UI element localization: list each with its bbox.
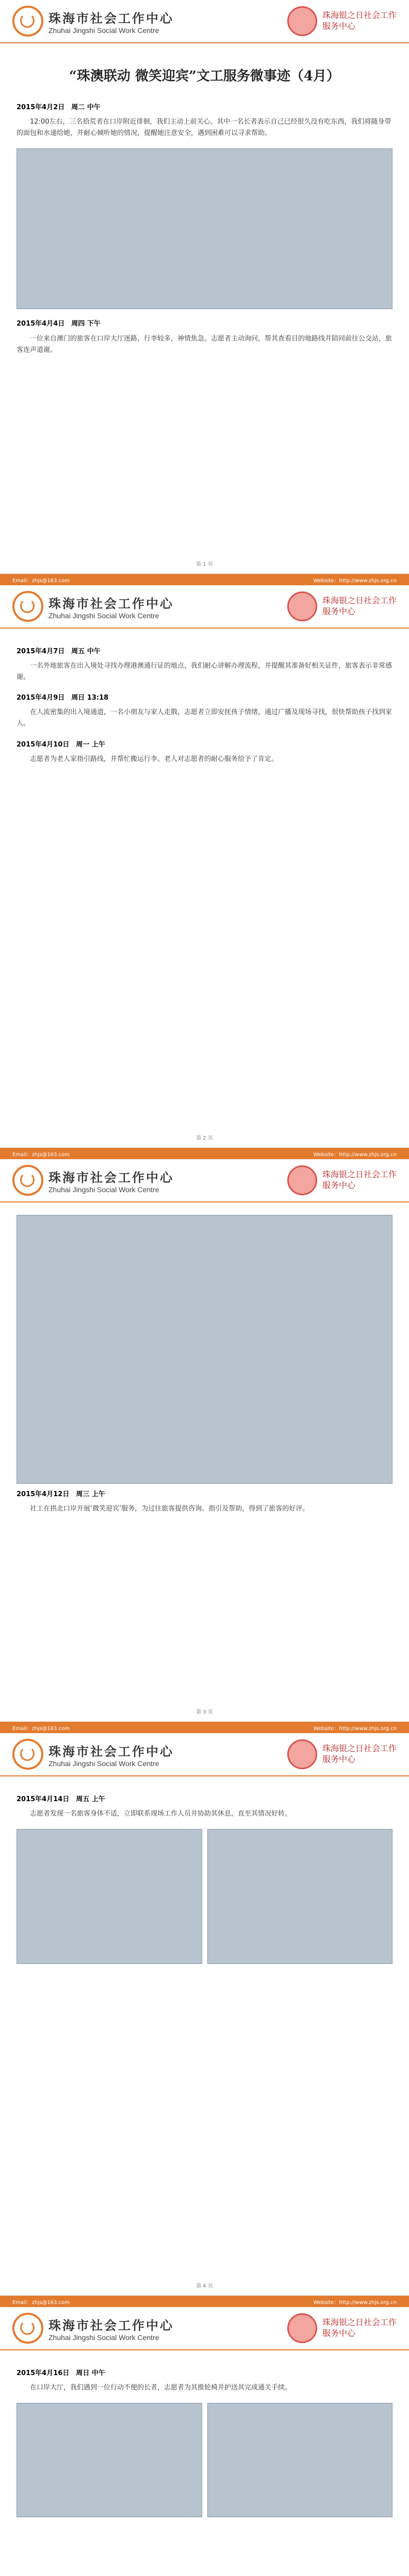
page-content	[0, 1202, 409, 1536]
page-content	[0, 2350, 409, 2530]
section-text: 志愿者为老人家指引路线，并帮忙搬运行李。老人对志愿者的耐心服务给予了肯定。	[30, 755, 279, 763]
section-date: 2015年4月7日	[17, 648, 65, 655]
section-heading: 周四 下午	[71, 320, 101, 328]
section-date: 2015年4月4日	[17, 320, 65, 328]
section-text: 在口岸大厅，我们遇到一位行动不便的长者，志愿者为其推轮椅并护送其完成通关手续。	[30, 2384, 292, 2392]
partner-brand	[287, 6, 397, 36]
centre-logo-icon	[12, 591, 43, 622]
contact-strip	[0, 574, 409, 585]
contact-website: Website：http://www.zhjs.org.cn	[313, 578, 397, 584]
section-heading: 周日 13:18	[71, 694, 109, 702]
contact-website: Website：http://www.zhjs.org.cn	[313, 1151, 397, 1158]
centre-name: 珠海市社会工作中心	[48, 596, 174, 611]
contact-email: Email：zhjs@163.com	[12, 1725, 70, 1732]
partner-line-1: 珠海银之日社会工作	[322, 2317, 397, 2328]
page-2	[0, 574, 409, 1148]
section-heading: 周一 上午	[76, 740, 105, 749]
section-date: 2015年4月9日	[17, 694, 65, 702]
centre-name: 珠海市社会工作中心	[48, 1170, 174, 1185]
page-number: 第 2 页	[196, 1136, 213, 1141]
centre-logo-icon	[12, 6, 43, 37]
service-photo	[17, 1829, 202, 1964]
section-heading: 周三 上午	[76, 1490, 105, 1498]
page-1	[0, 0, 409, 574]
centre-english-name: Zhuhai Jingshi Social Work Centre	[48, 26, 159, 35]
section-heading: 周五 上午	[76, 1795, 105, 1803]
centre-name: 珠海市社会工作中心	[48, 2317, 174, 2333]
partner-logo-icon	[287, 591, 317, 621]
service-photo	[207, 1829, 393, 1964]
section-text: 在人流密集的出入境通道，一名小朋友与家人走散，志愿者立即安抚孩子情绪，通过广播及现场寻找，很快帮助孩子找到家人。	[17, 708, 392, 728]
contact-strip	[0, 1722, 409, 1733]
photo-grid	[17, 1829, 392, 1964]
contact-email: Email：zhjs@163.com	[12, 2299, 70, 2306]
page-number: 第 4 页	[196, 2283, 213, 2289]
service-section	[17, 102, 392, 139]
document-title: “珠澳联动 微笑迎宾”文工服务微事迹（4月）	[69, 69, 340, 84]
centre-logo-icon	[12, 1739, 43, 1770]
section-text: 社工在拱北口岸开展‘微笑迎宾’服务，为过往旅客提供咨询、指引及帮助，得到了旅客的好评。	[30, 1505, 309, 1513]
service-section	[17, 2368, 392, 2394]
contact-strip	[0, 1148, 409, 1159]
partner-logo-icon	[287, 1739, 317, 1769]
partner-line-1: 珠海银之日社会工作	[322, 10, 397, 21]
contact-email: Email：zhjs@163.com	[12, 578, 70, 584]
page-header	[0, 0, 409, 43]
section-date: 2015年4月10日	[17, 740, 70, 749]
section-heading: 周二 中午	[71, 104, 101, 112]
partner-line-2: 服务中心	[322, 1180, 355, 1190]
partner-line-2: 服务中心	[322, 606, 355, 616]
partner-logo-icon	[287, 1165, 317, 1195]
centre-name: 珠海市社会工作中心	[48, 1743, 174, 1759]
section-text: 一位来自澳门的旅客在口岸大厅迷路，行李较多，神情焦急。志愿者主动询问，帮其查看目的地路线并陪同前往公交站，旅客连声道谢。	[17, 334, 392, 354]
section-date: 2015年4月14日	[17, 1795, 70, 1803]
page-content	[0, 43, 409, 378]
section-date: 2015年4月12日	[17, 1490, 70, 1498]
photo-grid	[17, 2403, 392, 2517]
service-section	[17, 1489, 392, 1515]
service-photo	[17, 1215, 392, 1484]
centre-english-name: Zhuhai Jingshi Social Work Centre	[48, 611, 159, 620]
page-header	[0, 1159, 409, 1202]
page-number: 第 3 页	[196, 1709, 213, 1715]
centre-brand	[12, 6, 174, 37]
section-text: 一名外地旅客在出入境处寻找办理港澳通行证的地点，我们耐心讲解办理流程，并提醒其准备好相关证件，旅客表示非常感谢。	[17, 662, 392, 682]
section-date: 2015年4月2日	[17, 104, 65, 112]
page-4	[0, 1722, 409, 2296]
partner-line-2: 服务中心	[322, 2328, 355, 2338]
contact-email: Email：zhjs@163.com	[12, 1151, 70, 1158]
service-section	[17, 318, 392, 355]
page-5	[0, 2296, 409, 2576]
service-photo	[207, 2403, 393, 2517]
centre-english-name: Zhuhai Jingshi Social Work Centre	[48, 1185, 159, 1194]
section-text: 12:00左右，三名拾荒者在口岸附近徘徊，我们主动上前关心。其中一名长者表示自己已经很久没有吃东西，我们将随身带的面包和水递给她，并耐心倾听她的情况，提醒她注意安全，遇到困难可以寻求帮助。	[17, 118, 391, 138]
section-date: 2015年4月16日	[17, 2369, 70, 2377]
service-section	[17, 646, 392, 683]
page-number: 第 1 页	[196, 562, 213, 567]
section-heading: 周日 中午	[76, 2369, 105, 2377]
partner-line-2: 服务中心	[322, 21, 355, 31]
service-section	[17, 1794, 392, 1820]
service-section	[17, 739, 392, 765]
page-3	[0, 1148, 409, 1722]
partner-logo-icon	[287, 2313, 317, 2343]
contact-website: Website：http://www.zhjs.org.cn	[313, 2299, 397, 2306]
page-content	[0, 1776, 409, 1976]
partner-logo-icon	[287, 6, 317, 36]
service-section	[17, 692, 392, 730]
contact-strip	[0, 2296, 409, 2307]
contact-website: Website：http://www.zhjs.org.cn	[313, 1725, 397, 1732]
page-content	[0, 629, 409, 787]
section-heading: 周五 中午	[71, 648, 101, 655]
centre-english-name: Zhuhai Jingshi Social Work Centre	[48, 2333, 159, 2342]
page-header	[0, 1733, 409, 1776]
section-text: 志愿者发现一名旅客身体不适，立即联系现场工作人员并协助其休息，直至其情况好转。	[30, 1810, 292, 1818]
page-header	[0, 585, 409, 629]
centre-logo-icon	[12, 1165, 43, 1196]
centre-logo-icon	[12, 2313, 43, 2344]
partner-line-1: 珠海银之日社会工作	[322, 1170, 397, 1180]
centre-english-name: Zhuhai Jingshi Social Work Centre	[48, 1759, 159, 1768]
partner-line-2: 服务中心	[322, 1754, 355, 1764]
centre-name: 珠海市社会工作中心	[48, 10, 174, 26]
service-photo	[17, 2403, 202, 2517]
partner-line-1: 珠海银之日社会工作	[322, 596, 397, 606]
partner-line-1: 珠海银之日社会工作	[322, 1743, 397, 1754]
page-header	[0, 2307, 409, 2350]
service-photo	[17, 148, 392, 309]
